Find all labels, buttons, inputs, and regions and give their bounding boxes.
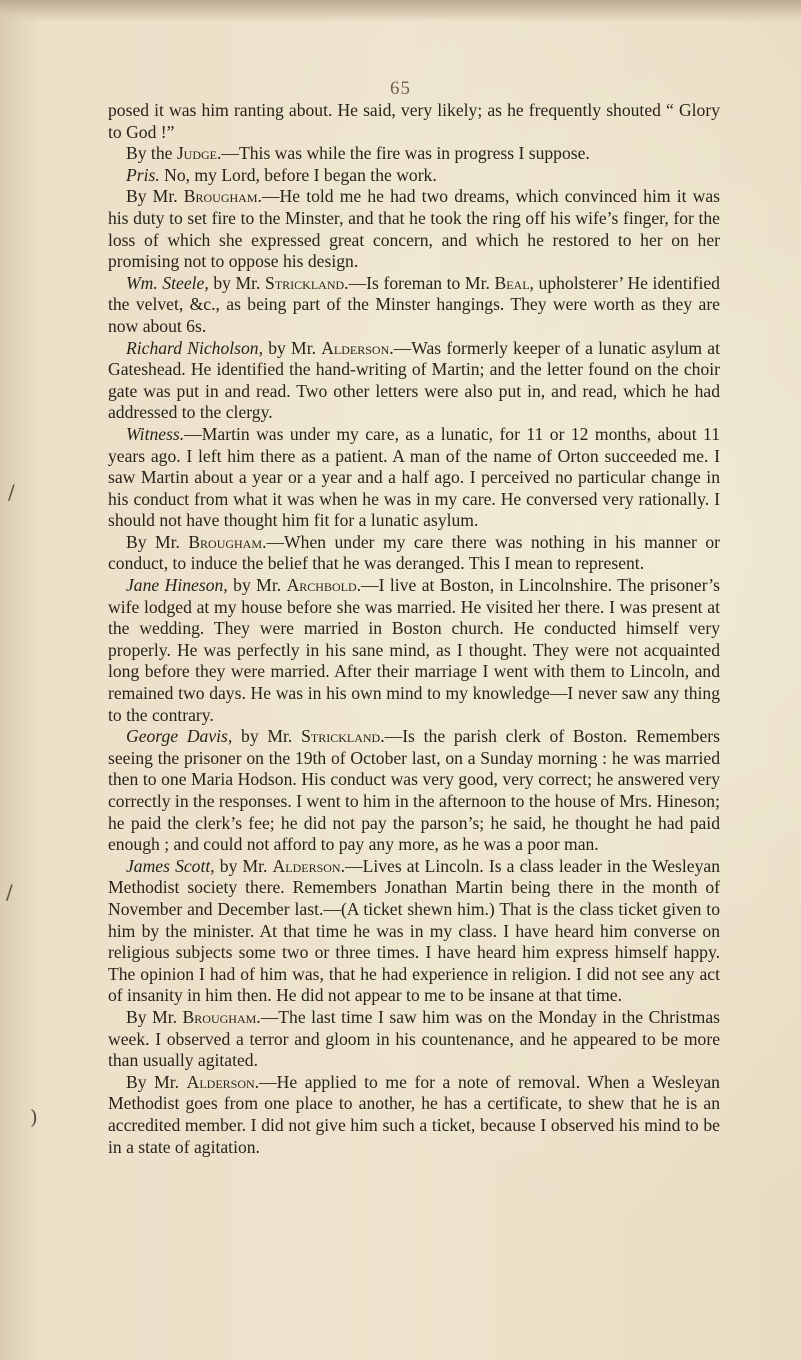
text-run: No, my Lord, before I began the work. [159, 164, 437, 185]
margin-pencil-mark: ) [30, 1105, 38, 1129]
paragraph [108, 165, 720, 187]
text-run: .—Was formerly keeper of a lunatic asylum at Gateshead. He identified the hand-writing of Martin; and the letter found on the choir gate was put in and read. Two other letters were also put in, and read, which he had addressed to the clergy. [108, 337, 720, 423]
small-caps-name: Alderson [186, 1071, 255, 1092]
text-run: —Martin was under my care, as a lunatic, for 11 or 12 months, about 11 years ago. I left him there as a patient. A man of the name of Orton succeeded me. I saw Martin about a year or a year and a half ago. I perceived no particular change in his conduct from what it was when he was in my care. He conversed very rationally. I should not have thought him fit for a lunatic asylum. [108, 423, 720, 531]
italic-text: Jane Hineson, [126, 575, 228, 596]
small-caps-name: Strickland [265, 272, 345, 293]
text-run: By the [126, 143, 177, 164]
small-caps-name: Archbold [286, 575, 357, 596]
text-run: by Mr. [227, 575, 287, 596]
text-run: .—He told me he had two dreams, which convinced him it was his duty to set fire to the Minster, and that he took the ring off his wife’s finger, for the loss of which she expressed great concern, and which he restored to her on her promising not to oppose his design. [108, 186, 720, 272]
italic-text: George Davis, [126, 726, 233, 747]
italic-text: Richard Nicholson, [126, 337, 264, 358]
paragraph [108, 143, 720, 165]
paragraph [108, 532, 720, 575]
text-run: .—Lives at Lincoln. Is a class leader in the Wesleyan Methodist society there. Remembers Jonathan Martin being there in the month of November and December last.—(A ticket shewn him.) That is the class ticket given to him by the minister. At that time he was in my class. I have heard him converse on religious subjects some two or three times. I have heard him express himself happy. The opinion I had of him was, that he had experience in religion. I did not see any act of insanity in him then. He did not appear to me to be insane at that time. [108, 855, 721, 1006]
text-run: By Mr. [126, 1071, 187, 1092]
italic-text: James Scott, [126, 855, 215, 876]
text-run: by Mr. [232, 726, 302, 747]
text-run: .—When under my care there was nothing in his manner or conduct, to induce the belief that he was deranged. This I mean to represent. [108, 531, 720, 574]
text-run: .—The last time I saw him was on the Monday in the Christmas week. I observed a terror and gloom in his countenance, and he appeared to be more than usually agitated. [108, 1006, 720, 1071]
text-run: by Mr. [214, 855, 273, 876]
text-run: By Mr. [126, 1006, 183, 1027]
text-run: By Mr. [126, 186, 184, 207]
page-number: 65 [390, 78, 411, 99]
paragraph [108, 186, 720, 272]
small-caps-name: Brougham [182, 1006, 257, 1027]
paragraph [108, 100, 720, 143]
small-caps-name: Alderson [272, 855, 341, 876]
small-caps-name: Strickland [301, 726, 381, 747]
text-run: .—I live at Boston, in Lincolnshire. The prisoner’s wife lodged at my house before she was married. He visited her there. I was present at the wedding. They were married in Boston church. He conducted himself very properly. He was perfectly in his sane mind, as I thought. They were not acquainted long before they were married. After their marriage I went with them to Lincoln, and remained two days. He was in his own mind to my knowledge—I never saw any thing to the contrary. [108, 575, 720, 725]
paragraph [108, 575, 720, 726]
margin-pencil-mark: / [6, 880, 13, 904]
text-run: posed it was him ranting about. He said, very likely; as he frequently shouted “ Glory to God !” [108, 100, 720, 142]
paragraph [108, 1007, 720, 1072]
text-run: , upholsterer’ He identified the velvet, &c., as being part of the Minster hangings. They were worth as they are now about 6s. [108, 272, 720, 336]
text-run: by Mr. [208, 272, 266, 293]
paragraph [108, 338, 720, 424]
margin-pencil-mark: / [8, 480, 15, 504]
paragraph [108, 726, 720, 856]
text-run: By Mr. [126, 531, 189, 552]
small-caps-name: Beal [494, 272, 530, 293]
page-top-edge [0, 0, 801, 22]
paragraph [108, 273, 720, 338]
italic-text: Wm. Steele, [126, 272, 209, 293]
italic-text: Witness. [126, 423, 185, 444]
small-caps-name: Judge [176, 143, 218, 164]
text-run: .—This was while the fire was in progress I suppose. [217, 143, 590, 164]
small-caps-name: Brougham [183, 186, 258, 207]
document-body [108, 100, 720, 1158]
small-caps-name: Brougham [188, 531, 263, 552]
paragraph [108, 856, 720, 1007]
italic-text: Pris. [126, 164, 160, 185]
paragraph [108, 424, 720, 532]
small-caps-name: Alderson [321, 337, 390, 358]
text-run: .—He applied to me for a note of removal. When a Wesleyan Methodist goes from one place to another, he has a certificate, to shew that he is an accredited member. I did not give him such a ticket, because I observed his mind to be in a state of agitation. [108, 1071, 720, 1157]
text-run: .—Is foreman to Mr. [344, 272, 495, 293]
text-run: .—Is the parish clerk of Boston. Remembers seeing the prisoner on the 19th of October last, on a Sunday morning : he was married then to one Maria Hodson. His conduct was very good, very correct; he answered very correctly in the responses. I went to him in the afternoon to the house of Mrs. Hineson; he paid the clerk’s fee; he did not pay the parson’s; he said, he thought he had paid enough ; and could not afford to pay any more, as he was a poor man. [108, 726, 720, 855]
text-run: by Mr. [263, 337, 322, 358]
paragraph [108, 1072, 720, 1158]
